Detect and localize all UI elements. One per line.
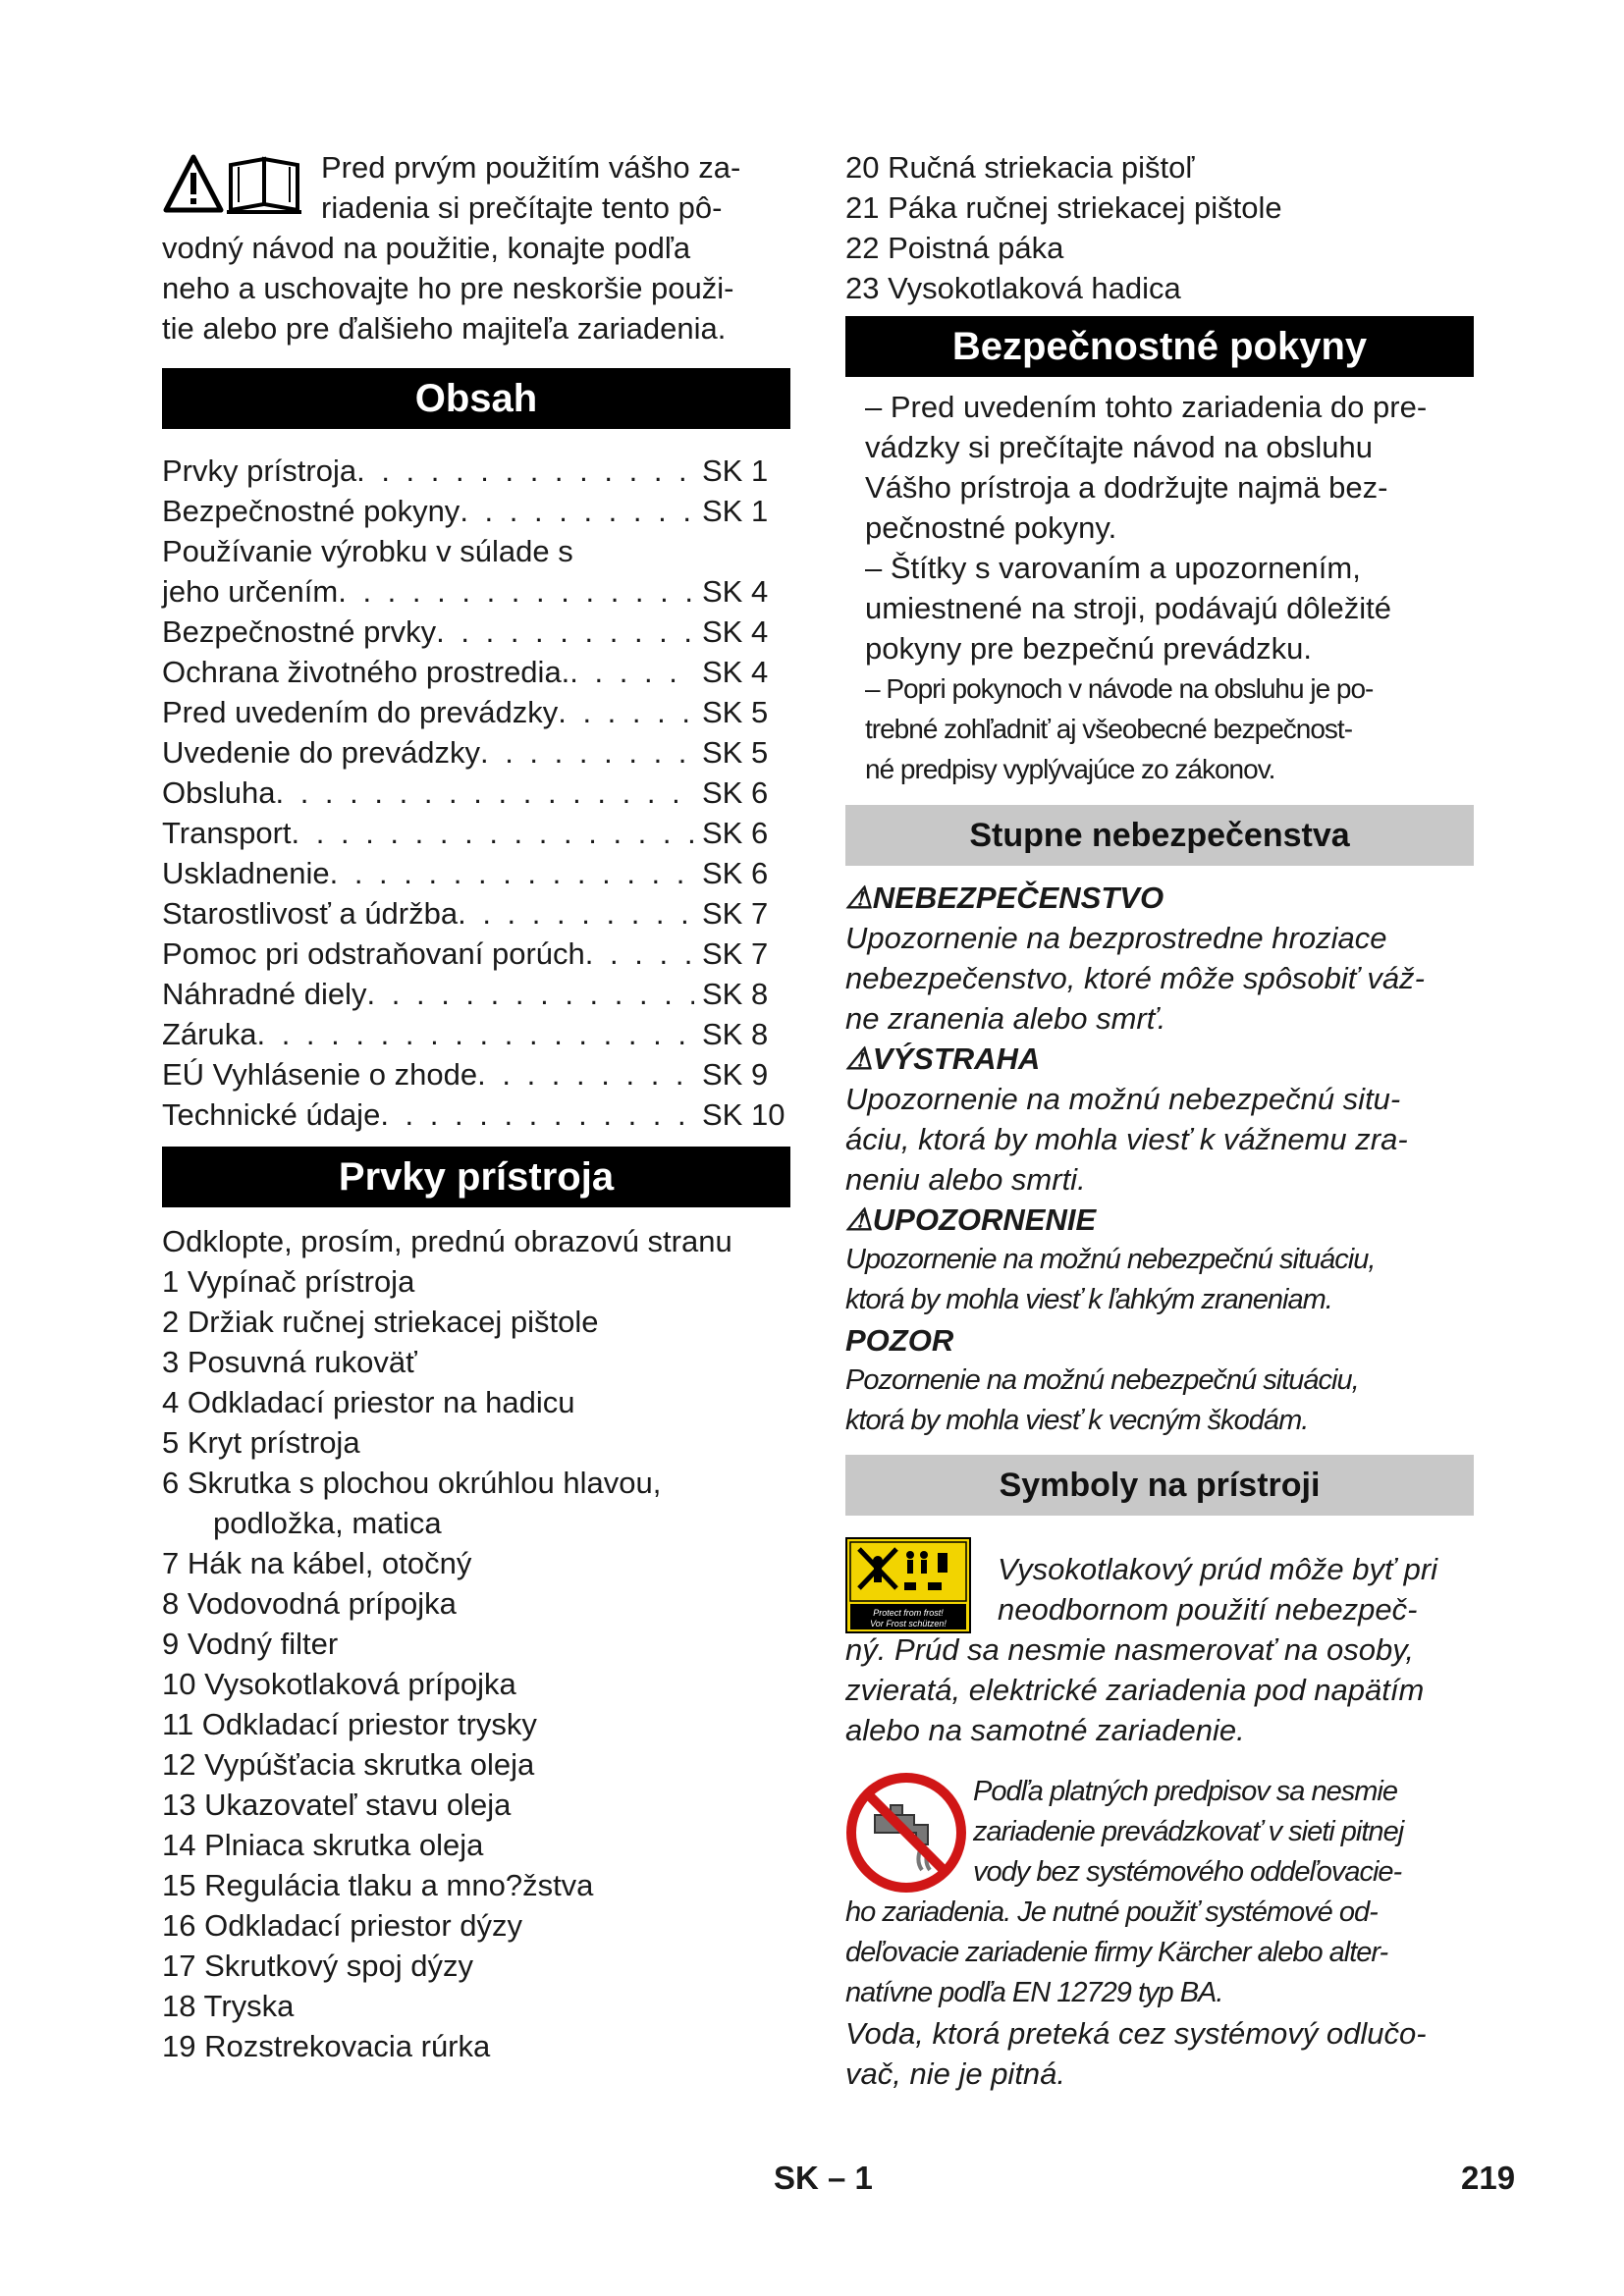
list-item: 5 Kryt prístroja <box>162 1425 360 1460</box>
toc-row[interactable]: Pred uvedením do prevádzky . . . SK 5 <box>162 692 790 732</box>
list-item: 18 Tryska <box>162 1989 295 2023</box>
toc-row[interactable]: Bezpečnostné pokyny . . . SK 1 <box>162 491 790 531</box>
contents-heading: Obsah <box>162 368 790 429</box>
hazard-level-text: Upozornenie na bezprostredne hroziace nebezpečenstvo, ktoré môže spôsobiť váž- ne zranenia alebo smrť. <box>845 921 1425 1036</box>
hazard-level-text: Upozornenie na možnú nebezpečnú situ- áciu, ktorá by mohla viesť k vážnemu zra- neniu alebo smrti. <box>845 1082 1408 1197</box>
list-item: 11 Odkladací priestor trysky <box>162 1707 537 1741</box>
symbol-label-en: Protect from frost! <box>873 1608 944 1618</box>
table-of-contents <box>162 451 790 1135</box>
hazard-levels <box>845 878 1474 1441</box>
list-item: 2 Držiak ručnej striekacej pištole <box>162 1305 599 1339</box>
left-column <box>162 147 790 2066</box>
toc-row[interactable]: Ochrana životného prostredia. . . . SK 4 <box>162 652 790 692</box>
intro-line: tie alebo pre ďalšieho majiteľa zariadenia. <box>162 311 727 346</box>
toc-row[interactable]: Uskladnenie . . . SK 6 <box>162 853 790 893</box>
intro-paragraph <box>162 147 790 348</box>
toc-row[interactable]: Obsluha . . . SK 6 <box>162 773 790 813</box>
toc-row[interactable]: Transport . . . SK 6 <box>162 813 790 853</box>
toc-row[interactable]: EÚ Vyhlásenie o zhode . . . SK 9 <box>162 1054 790 1095</box>
toc-row[interactable]: Pomoc pri odstraňovaní porúch . . . SK 7 <box>162 934 790 974</box>
hazard-heading: Stupne nebezpečenstva <box>845 805 1474 866</box>
symbol-high-pressure: Protect from frost! Vor Frost schützen! Vysokotlakový prúd môže byť pri neodbornom použití nebezpeč- ný. Prúd sa nesmie nasmerovať na osoby, zvieratá, elektrické zariadenia pod napätím alebo na samotné zariadenie. <box>845 1537 1474 1750</box>
list-item: 4 Odkladací priestor na hadicu <box>162 1385 575 1419</box>
hazard-level-title: ⚠VÝSTRAHA <box>845 1041 1041 1076</box>
list-item: 8 Vodovodná prípojka <box>162 1586 457 1621</box>
list-item: 6 Skrutka s plochou okrúhlou hlavou, <box>162 1466 662 1500</box>
list-item: 3 Posuvná rukoväť <box>162 1345 417 1379</box>
warning-manual-icon <box>162 153 314 216</box>
list-item: 17 Skrutkový spoj dýzy <box>162 1949 474 1983</box>
toc-row[interactable]: Náhradné diely . . . SK 8 <box>162 974 790 1014</box>
list-item: 1 Vypínač prístroja <box>162 1264 415 1299</box>
intro-line: neho a uschovajte ho pre neskoršie použi- <box>162 271 734 305</box>
hazard-level-title: ⚠UPOZORNENIE <box>845 1202 1097 1237</box>
list-item: 10 Vysokotlaková prípojka <box>162 1667 516 1701</box>
safety-heading: Bezpečnostné pokyny <box>845 316 1474 377</box>
safety-bullet: – Popri pokynoch v návode na obsluhu je po- trebné zohľadniť aj všeobecné bezpečnost- né predpisy vyplývajúce zo zákonov. <box>865 673 1374 784</box>
list-item: 19 Rozstrekovacia rúrka <box>162 2029 491 2063</box>
list-item-continued: podložka, matica <box>213 1506 442 1540</box>
elements-heading: Prvky prístroja <box>162 1147 790 1207</box>
list-item: 12 Vypúšťacia skrutka oleja <box>162 1747 535 1782</box>
list-item: 14 Plniaca skrutka oleja <box>162 1828 484 1862</box>
list-item: 22 Poistná páka <box>845 231 1064 265</box>
list-item: 16 Odkladací priestor dýzy <box>162 1908 523 1943</box>
toc-row[interactable]: Technické údaje . . . SK 10 <box>162 1095 790 1135</box>
list-item: 7 Hák na kábel, otočný <box>162 1546 472 1580</box>
toc-row[interactable]: Uvedenie do prevádzky . . . SK 5 <box>162 732 790 773</box>
symbol-label-de: Vor Frost schützen! <box>870 1619 947 1629</box>
no-drinking-water-icon <box>845 1772 967 1894</box>
safety-bullet: – Štítky s varovaním a upozornením, umiestnené na stroji, podávajú dôležité pokyny pre bezpečnú prevádzku. <box>865 551 1391 666</box>
safety-bullet: – Pred uvedením tohto zariadenia do pre- vádzky si prečítajte návod na obsluhu Vášho prístroja a dodržujte najmä bez- pečnostné pokyny. <box>865 390 1428 545</box>
hazard-level-text: Pozornenie na možnú nebezpečnú situáciu, ktorá by mohla viesť k vecným škodám. <box>845 1364 1359 1436</box>
toc-row[interactable]: Bezpečnostné prvky . . . SK 4 <box>162 612 790 652</box>
elements-list <box>162 1221 790 2066</box>
toc-row[interactable]: Záruka . . . SK 8 <box>162 1014 790 1054</box>
hazard-level-text: Upozornenie na možnú nebezpečnú situáciu, ktorá by mohla viesť k ľahkým zraneniam. <box>845 1244 1376 1315</box>
intro-line: Pred prvým použitím vášho za- <box>321 150 741 185</box>
footer-section: SK – 1 <box>774 2160 873 2196</box>
list-item: 13 Ukazovateľ stavu oleja <box>162 1788 512 1822</box>
intro-line: vodný návod na použitie, konajte podľa <box>162 231 691 265</box>
hazard-level-title: POZOR <box>845 1323 954 1358</box>
toc-row-line[interactable]: Používanie výrobku v súlade s <box>162 534 573 568</box>
hazard-level-title: ⚠NEBEZPEČENSTVO <box>845 881 1164 915</box>
toc-row[interactable]: Starostlivosť a údržba . . . SK 7 <box>162 893 790 934</box>
safety-bullets <box>845 387 1474 789</box>
toc-row[interactable]: jeho určením . . . SK 4 <box>162 571 790 612</box>
right-column <box>845 147 1474 2094</box>
list-item: 9 Vodný filter <box>162 1627 339 1661</box>
intro-line: riadenia si prečítajte tento pô- <box>321 190 723 225</box>
list-item: 23 Vysokotlaková hadica <box>845 271 1181 305</box>
list-item: 15 Regulácia tlaku a mno?žstva <box>162 1868 594 1902</box>
list-item: 21 Páka ručnej striekacej pištole <box>845 190 1282 225</box>
high-pressure-jet-icon <box>845 1537 971 1633</box>
elements-list-continued <box>845 147 1474 308</box>
page-number: 219 <box>1461 2160 1516 2196</box>
toc-row[interactable]: Prvky prístroja . . . SK 1 <box>162 451 790 491</box>
symbol-drinking-water: Podľa platných predpisov sa nesmie zariadenie prevádzkovať v sieti pitnej vody bez systémového oddeľovacie- ho zariadenia. Je nutné použiť systémové od- deľovacie zariadenie firmy Kärcher alebo alter- natívne podľa EN 12729 typ BA. Voda, ktorá preteká cez systémový odlučo- vač, nie je pitná. <box>845 1772 1474 2094</box>
list-item: 20 Ručná striekacia pištoľ <box>845 150 1195 185</box>
elements-note: Odklopte, prosím, prednú obrazovú stranu <box>162 1224 732 1258</box>
symbols-heading: Symboly na prístroji <box>845 1455 1474 1516</box>
